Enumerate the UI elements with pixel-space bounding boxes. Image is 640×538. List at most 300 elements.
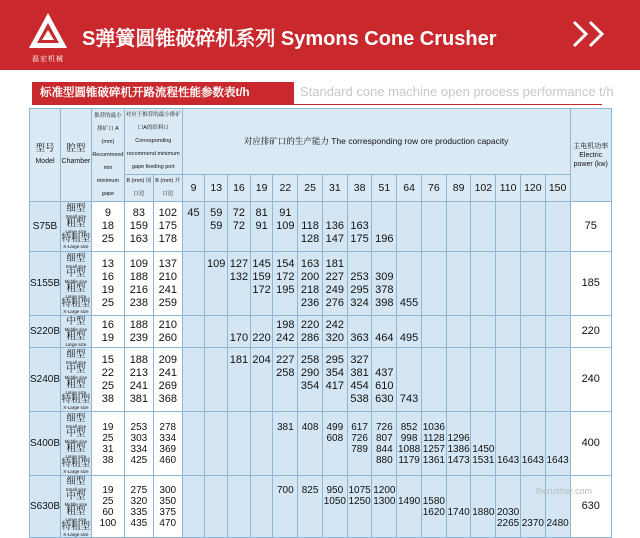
- capacity-value: [273, 518, 297, 529]
- capacity-value: [273, 393, 297, 406]
- chamber-type-en: X-Large size: [63, 404, 89, 410]
- capacity-value: 398: [375, 296, 394, 309]
- dimension-value: 470: [159, 517, 177, 529]
- capacity-value: 1361: [422, 454, 445, 466]
- capacity-cell: [496, 476, 521, 538]
- capacity-value: 109: [207, 257, 226, 270]
- capacity-cell: [205, 348, 228, 412]
- capacity-value: [228, 393, 250, 406]
- dimension-value: 16: [101, 318, 115, 331]
- chamber-type-en: Small size: [65, 359, 87, 365]
- double-chevron-right-icon: [570, 18, 610, 50]
- capacity-value: 163: [300, 257, 320, 270]
- capacity-cell: [446, 412, 471, 476]
- chamber-cell: [60, 202, 91, 252]
- capacity-cell: [397, 202, 422, 252]
- capacity-value: [372, 518, 396, 529]
- capacity-value: [251, 518, 273, 529]
- chamber-type: 中型: [66, 427, 86, 439]
- capacity-value: 109: [276, 220, 295, 232]
- capacity-cell: [520, 252, 545, 316]
- capacity-value: [348, 507, 372, 518]
- capacity-value: [471, 271, 495, 284]
- capacity-cell: [397, 252, 422, 316]
- capacity-value: [228, 422, 250, 433]
- capacity-value: [251, 422, 273, 433]
- capacity-value: [205, 393, 227, 406]
- capacity-value: [183, 507, 205, 518]
- chamber-type: 细型: [66, 348, 86, 360]
- dimension-value: 15: [101, 353, 115, 366]
- capacity-value: [323, 518, 347, 529]
- capacity-value: [397, 367, 421, 380]
- dimension-bc: [124, 202, 153, 252]
- capacity-value: [251, 485, 273, 496]
- capacity-value: 81: [255, 207, 268, 219]
- chamber-type: 中型: [66, 490, 86, 502]
- chamber-type-en: Small size: [65, 486, 87, 492]
- capacity-value: 852: [400, 421, 418, 433]
- gap-size: 76: [421, 175, 446, 202]
- capacity-cell: [397, 412, 422, 476]
- capacity-value: [447, 496, 471, 507]
- capacity-value: 59: [210, 220, 223, 232]
- capacity-value: [251, 380, 273, 393]
- capacity-value: [251, 297, 273, 310]
- capacity-value: [471, 433, 495, 444]
- capacity-value: 381: [276, 421, 294, 433]
- capacity-value: [228, 496, 250, 507]
- capacity-cell: [250, 348, 273, 412]
- capacity-value: [447, 207, 471, 220]
- chamber-type: 细型: [66, 475, 86, 487]
- capacity-value: 163: [350, 220, 369, 232]
- capacity-value: 253: [350, 270, 369, 283]
- capacity-value: 789: [351, 443, 368, 455]
- capacity-value: [323, 455, 347, 466]
- capacity-value: [422, 207, 446, 220]
- motor-power: 400: [570, 412, 612, 476]
- dimension-value: 260: [158, 331, 177, 344]
- capacity-value: 220: [252, 331, 271, 344]
- capacity-value: [273, 455, 297, 466]
- capacity-value: [447, 297, 471, 310]
- capacity-cell: [298, 476, 323, 538]
- dimension-value: 241: [129, 379, 149, 392]
- dimension-bo: [153, 412, 182, 476]
- capacity-cell: [397, 316, 422, 348]
- model-name: S155B: [30, 252, 61, 316]
- capacity-value: 700: [276, 484, 294, 496]
- dimension-value: 19: [101, 331, 115, 344]
- chamber-type-en: Middle size: [64, 326, 88, 332]
- capacity-value: 998: [400, 432, 418, 444]
- capacity-value: [397, 354, 421, 367]
- capacity-value: 1620: [422, 506, 445, 518]
- capacity-value: [205, 297, 227, 310]
- dimension-value: 303: [130, 432, 148, 444]
- capacity-value: [228, 518, 250, 529]
- capacity-value: [397, 380, 421, 393]
- capacity-value: 172: [252, 283, 271, 296]
- capacity-value: 844: [375, 443, 393, 455]
- capacity-value: [251, 233, 273, 246]
- capacity-cell: [250, 476, 273, 538]
- capacity-value: 630: [375, 392, 394, 405]
- capacity-cell: [471, 202, 496, 252]
- dimension-bc: [124, 412, 153, 476]
- motor-power: 220: [570, 316, 612, 348]
- capacity-value: 381: [350, 366, 369, 379]
- capacity-value: [298, 496, 322, 507]
- capacity-value: 72: [232, 207, 246, 219]
- chamber-type-en: Large size: [65, 229, 87, 234]
- capacity-cell: [347, 202, 372, 252]
- capacity-value: [521, 207, 545, 220]
- capacity-value: [183, 354, 205, 367]
- capacity-value: [183, 258, 205, 271]
- dimension-bc: [124, 348, 153, 412]
- capacity-value: [447, 319, 471, 332]
- capacity-value: [471, 284, 495, 297]
- capacity-value: [471, 380, 495, 393]
- gap-size: 102: [471, 175, 496, 202]
- capacity-cell: [372, 316, 397, 348]
- section-title-cn: 标准型圆锥破碎机开路流程性能参数表t/h: [32, 82, 294, 104]
- capacity-value: [273, 233, 297, 246]
- dimension-value: 109: [129, 257, 149, 270]
- capacity-value: [521, 433, 545, 444]
- capacity-value: [298, 393, 322, 406]
- capacity-value: [228, 297, 250, 310]
- capacity-value: [422, 319, 446, 332]
- capacity-cell: [496, 202, 521, 252]
- capacity-cell: [182, 348, 205, 412]
- capacity-value: [471, 297, 495, 310]
- capacity-cell: [446, 348, 471, 412]
- capacity-value: 324: [350, 296, 369, 309]
- capacity-value: [251, 455, 273, 466]
- capacity-value: [397, 207, 421, 220]
- chamber-type: 细型: [66, 203, 86, 214]
- capacity-value: 455: [399, 296, 419, 309]
- model-name: S240B: [30, 348, 61, 412]
- capacity-value: [397, 233, 421, 246]
- dimension-value: 239: [129, 331, 149, 344]
- header-b-closed: B (mm) 闭口边: [124, 175, 153, 202]
- capacity-value: [228, 507, 250, 518]
- page-title: S弹簧圆锥破碎机系列 Symons Cone Crusher: [82, 28, 497, 50]
- capacity-value: [397, 258, 421, 271]
- dimension-value: 9: [104, 207, 111, 219]
- dimension-bc: [124, 316, 153, 348]
- capacity-value: 236: [300, 296, 320, 309]
- capacity-value: 72: [232, 220, 246, 232]
- capacity-cell: [228, 202, 251, 252]
- capacity-cell: [372, 412, 397, 476]
- capacity-cell: [347, 252, 372, 316]
- capacity-value: [546, 271, 570, 284]
- capacity-value: [546, 220, 570, 233]
- capacity-cell: [446, 202, 471, 252]
- capacity-cell: [205, 252, 228, 316]
- capacity-value: [496, 444, 520, 455]
- capacity-value: [546, 393, 570, 406]
- capacity-value: [298, 507, 322, 518]
- chamber-type: 细型: [66, 252, 86, 264]
- motor-power: 185: [570, 252, 612, 316]
- capacity-value: [183, 297, 205, 310]
- capacity-value: [298, 455, 322, 466]
- capacity-value: [496, 258, 520, 271]
- capacity-value: 227: [325, 270, 344, 283]
- capacity-value: [183, 496, 205, 507]
- capacity-value: 2370: [521, 517, 544, 529]
- capacity-value: 743: [399, 392, 419, 405]
- capacity-cell: [372, 348, 397, 412]
- capacity-value: 200: [300, 270, 320, 283]
- header-power: 主电机功率 Electric power (kw): [570, 109, 612, 202]
- dimension-value: 335: [130, 506, 148, 518]
- capacity-value: [447, 258, 471, 271]
- dimension-value: 137: [158, 257, 177, 270]
- header-chamber: 腔型 Chamber: [60, 109, 91, 202]
- capacity-value: 91: [255, 220, 268, 232]
- gap-size: 13: [205, 175, 228, 202]
- capacity-value: [205, 496, 227, 507]
- dimension-value: 241: [158, 283, 177, 296]
- capacity-value: [205, 433, 227, 444]
- chamber-cell: [60, 252, 91, 316]
- capacity-value: 128: [300, 233, 320, 245]
- capacity-value: [397, 220, 421, 233]
- chamber-cell: [60, 348, 91, 412]
- capacity-value: 880: [375, 454, 393, 466]
- capacity-value: [496, 284, 520, 297]
- dimension-value: 178: [158, 233, 177, 245]
- capacity-value: [496, 297, 520, 310]
- capacity-value: [546, 433, 570, 444]
- dimension-value: 253: [130, 421, 148, 433]
- capacity-value: [521, 233, 545, 246]
- capacity-value: [251, 319, 273, 332]
- capacity-cell: [545, 252, 570, 316]
- capacity-cell: [520, 316, 545, 348]
- capacity-cell: [372, 476, 397, 538]
- capacity-cell: [421, 476, 446, 538]
- section-title-en: Standard cone machine open process performance t/h: [300, 84, 614, 99]
- capacity-value: [205, 233, 227, 246]
- capacity-value: 454: [350, 379, 369, 392]
- capacity-value: [447, 367, 471, 380]
- capacity-value: [521, 284, 545, 297]
- dimension-a: [91, 202, 124, 252]
- capacity-cell: [250, 202, 273, 252]
- capacity-value: [471, 220, 495, 233]
- capacity-value: [228, 233, 250, 246]
- capacity-cell: [182, 476, 205, 538]
- dimension-value: 22: [101, 366, 115, 379]
- dimension-value: 269: [158, 379, 177, 392]
- capacity-cell: [545, 476, 570, 538]
- capacity-value: 118: [301, 220, 319, 232]
- capacity-value: [496, 207, 520, 220]
- dimension-value: 213: [129, 366, 149, 379]
- capacity-cell: [322, 412, 347, 476]
- capacity-value: [183, 422, 205, 433]
- capacity-value: [273, 433, 297, 444]
- capacity-cell: [322, 252, 347, 316]
- capacity-cell: [322, 316, 347, 348]
- capacity-value: [471, 233, 495, 246]
- capacity-value: 295: [350, 283, 369, 296]
- capacity-value: 198: [276, 318, 295, 331]
- capacity-cell: [421, 202, 446, 252]
- gap-size: 150: [545, 175, 570, 202]
- capacity-value: [183, 220, 205, 233]
- capacity-value: [348, 455, 372, 466]
- capacity-cell: [372, 252, 397, 316]
- capacity-value: [397, 271, 421, 284]
- dimension-value: 25: [101, 296, 115, 309]
- capacity-value: [205, 332, 227, 345]
- capacity-value: 159: [252, 270, 271, 283]
- chamber-type: 粗型: [66, 282, 86, 294]
- chamber-type-en: X-Large size: [63, 308, 89, 314]
- capacity-cell: [397, 348, 422, 412]
- logo-text: 磊宏机械: [32, 56, 64, 63]
- capacity-value: [471, 332, 495, 345]
- capacity-value: [546, 284, 570, 297]
- capacity-cell: [347, 316, 372, 348]
- dimension-value: 334: [159, 432, 177, 444]
- capacity-value: [447, 485, 471, 496]
- capacity-cell: [298, 316, 323, 348]
- chamber-type: 粗型: [66, 378, 86, 390]
- capacity-value: [422, 258, 446, 271]
- capacity-value: 1128: [423, 432, 445, 444]
- capacity-value: [546, 496, 570, 507]
- gap-size: 16: [228, 175, 251, 202]
- capacity-value: [546, 319, 570, 332]
- capacity-value: [447, 380, 471, 393]
- capacity-value: [471, 393, 495, 406]
- capacity-value: 91: [279, 207, 292, 219]
- dimension-value: 350: [159, 495, 177, 507]
- dimension-value: 18: [101, 220, 115, 232]
- capacity-value: [447, 271, 471, 284]
- watermark: lhcrusher.com: [536, 486, 593, 496]
- capacity-cell: [298, 252, 323, 316]
- capacity-cell: [298, 348, 323, 412]
- capacity-value: [205, 455, 227, 466]
- capacity-value: [521, 319, 545, 332]
- capacity-value: 1075: [348, 484, 371, 496]
- capacity-value: 242: [276, 331, 295, 344]
- gap-size: 64: [397, 175, 422, 202]
- dimension-a: [91, 316, 124, 348]
- capacity-value: [183, 319, 205, 332]
- chamber-type-en: Small size: [65, 214, 87, 219]
- capacity-value: [447, 220, 471, 233]
- chamber-type: 粗型: [66, 218, 86, 229]
- capacity-value: 227: [276, 353, 295, 366]
- capacity-value: 464: [375, 331, 394, 344]
- capacity-value: [546, 380, 570, 393]
- dimension-value: 188: [129, 318, 149, 331]
- capacity-cell: [421, 252, 446, 316]
- capacity-value: 276: [325, 296, 344, 309]
- capacity-cell: [520, 202, 545, 252]
- capacity-value: 1386: [447, 443, 470, 455]
- chamber-type-en: X-Large size: [63, 468, 89, 474]
- dimension-bo: [153, 202, 182, 252]
- dimension-value: 19: [101, 283, 115, 296]
- capacity-value: 354: [325, 366, 344, 379]
- capacity-value: [496, 393, 520, 406]
- capacity-value: 726: [351, 432, 368, 444]
- chamber-type-en: Large size: [65, 453, 87, 459]
- company-logo-icon: [26, 10, 70, 54]
- capacity-value: [447, 354, 471, 367]
- capacity-cell: [446, 476, 471, 538]
- capacity-value: [496, 485, 520, 496]
- capacity-value: [183, 518, 205, 529]
- dimension-value: 188: [129, 353, 149, 366]
- capacity-value: 59: [210, 207, 223, 219]
- capacity-cell: [520, 476, 545, 538]
- chamber-type-en: Middle size: [64, 501, 88, 507]
- capacity-value: [546, 422, 570, 433]
- capacity-value: [273, 297, 297, 310]
- capacity-value: 1580: [422, 495, 445, 507]
- capacity-cell: [298, 412, 323, 476]
- capacity-value: 1200: [373, 484, 396, 496]
- model-name: S400B: [30, 412, 61, 476]
- capacity-value: [447, 518, 471, 529]
- dimension-value: 216: [129, 283, 149, 296]
- capacity-cell: [228, 252, 251, 316]
- capacity-cell: [205, 412, 228, 476]
- capacity-value: 1036: [422, 421, 445, 433]
- capacity-value: [298, 207, 322, 220]
- dimension-a: [91, 252, 124, 316]
- performance-table: [29, 108, 612, 538]
- model-name: S75B: [30, 202, 61, 252]
- motor-power: 75: [570, 202, 612, 252]
- gap-size: 25: [298, 175, 323, 202]
- capacity-value: [521, 393, 545, 406]
- capacity-value: 437: [375, 366, 394, 379]
- dimension-value: 259: [158, 296, 177, 309]
- capacity-value: 204: [252, 353, 271, 366]
- capacity-value: [546, 354, 570, 367]
- dimension-value: 13: [101, 257, 115, 270]
- capacity-cell: [471, 348, 496, 412]
- capacity-value: [471, 518, 495, 529]
- chamber-type-en: Middle size: [64, 278, 88, 284]
- capacity-value: 950: [326, 484, 344, 496]
- capacity-value: [422, 233, 446, 246]
- dimension-value: 16: [101, 270, 115, 283]
- capacity-value: [422, 220, 446, 233]
- gap-size: 31: [322, 175, 347, 202]
- capacity-value: [546, 332, 570, 345]
- capacity-value: [205, 367, 227, 380]
- capacity-value: [205, 507, 227, 518]
- dimension-value: 435: [130, 517, 148, 529]
- gap-size: 38: [347, 175, 372, 202]
